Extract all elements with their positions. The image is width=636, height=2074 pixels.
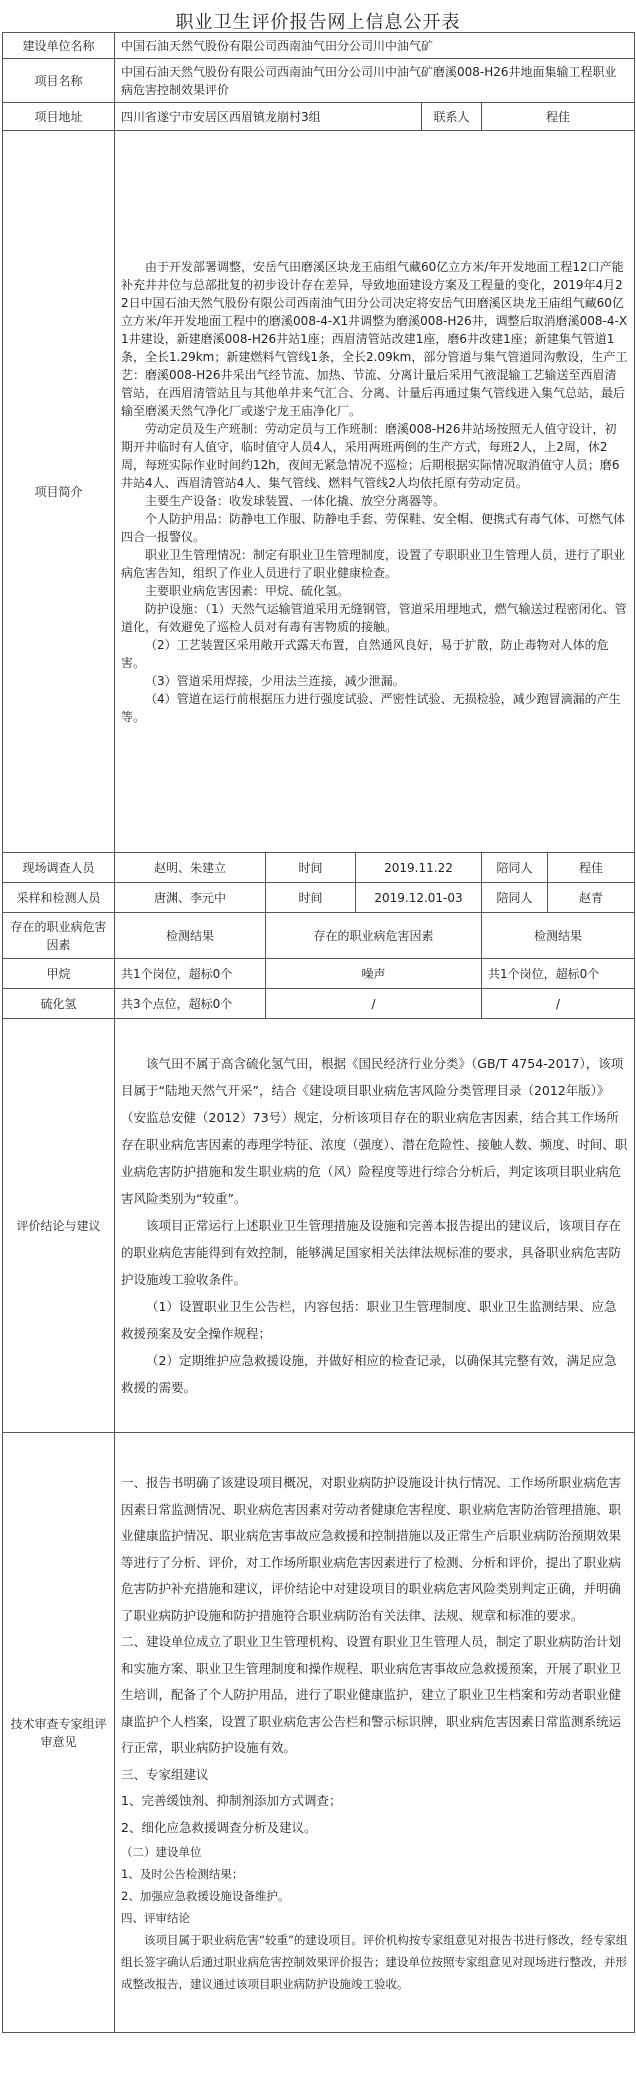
info-table (2, 32, 635, 2033)
page-title: 职业卫生评价报告网上信息公开表 (175, 12, 461, 33)
intro-paragraph: 劳动定员及生产班制：劳动定员与工作班制：磨溪008-H26井站场按照无人值守设计，初期开井临时有人值守，临时值守人员4人，采用两班两倒的生产方式，每班2人，上2周，休2周，每班实际作业时间约12h，夜间无紧急情况不巡检；后期根据实际情况取消值守人员；磨6井站4人、西眉清管站4人、集气管线、燃料气管线2人均依托原有劳动定员。 (121, 421, 620, 490)
expert-label: 技术审查专家组评审意见 (3, 1433, 115, 2033)
intro-paragraph: （3）管道采用焊接，少用法兰连接，减少泄漏。 (145, 673, 405, 688)
project-value: 中国石油天然气股份有限公司西南油气田分公司川中油气矿磨溪008-H26井地面集输工程职业病危害控制效果评价 (115, 59, 635, 103)
hazard-header-factor: 存在的职业病危害因素 (3, 913, 115, 959)
intro-paragraph: （2）工艺装置区采用敞开式露天布置，自然通风良好，易于扩散，防止毒物对人体的危害。 (121, 637, 609, 670)
intro-label: 项目简介 (3, 131, 115, 853)
hazard-empty-factor: / (266, 989, 482, 1019)
survey-label: 现场调查人员 (3, 853, 115, 883)
evaluation-content (115, 1019, 635, 1433)
expert-paragraph: 一、报告书明确了该建设项目概况，对职业病防护设施设计执行情况、工作场所职业病危害因素日常监测情况、职业病危害因素对劳动者健康危害程度、职业病危害防治管理措施、职业健康监护情况、职业病危害事故应急救援和控制措施以及正常生产后职业病防治预期效果等进行了分析、评价，对工作场所职业病危害因素进行了检测、分析和评价，提出了职业病危害防护补充措施和建议，评价结论中对建设项目的职业病危害风险类别判定正确，并明确了职业病防护设施和防护措施符合职业病防治有关法律、法规、规章和标准的要求。 (121, 1475, 622, 1623)
hazard-empty-result: / (482, 989, 635, 1019)
intro-paragraph: 主要职业病危害因素：甲烷、硫化氢。 (145, 583, 350, 598)
expert-paragraph: （二）建设单位 (121, 1845, 202, 1859)
survey-accompany-label: 陪同人 (482, 853, 548, 883)
project-label: 项目名称 (3, 59, 115, 103)
sample-time: 2019.12.01-03 (356, 883, 482, 913)
sample-people: 唐渊、李元中 (115, 883, 266, 913)
expert-paragraph: 二、建设单位成立了职业卫生管理机构、设置有职业卫生管理人员，制定了职业病防治计划和实施方案、职业卫生管理制度和操作规程、职业病危害事故应急救援预案，开展了职业卫生培训，配备了个人防护用品，进行了职业健康监护，建立了职业卫生档案和劳动者职业健康监护个人档案，设置了职业病危害公告栏和警示标识牌，职业病危害因素日常监测系统运行正常，职业病防护设施有效。 (121, 1634, 622, 1755)
sample-accompany: 赵青 (548, 883, 635, 913)
intro-paragraph: 主要生产设备：收发球装置、一体化撬、放空分离器等。 (145, 493, 446, 508)
hazard-methane: 甲烷 (3, 959, 115, 989)
survey-accompany: 程佳 (548, 853, 635, 883)
hazard-noise-result: 共1个岗位，超标0个 (482, 959, 635, 989)
address-label: 项目地址 (3, 103, 115, 131)
intro-paragraph: 由于开发部署调整，安岳气田磨溪区块龙王庙组气藏60亿立方米/年开发地面工程12口产能补充井井位与总部批复的初步设计存在差异，导致地面建设方案及工程量的变化，2019年4月22日中国石油天然气股份有限公司西南油气田分公司决定将安岳气田磨溪区块龙王庙组气藏60亿立方米/年开发地面工程中的磨溪008-4-X1井调整为磨溪008-H26井，调整后取消磨溪008-4-X1井建设，新建磨溪008-H26井站1座；西眉清管站改建1座，磨6井改建1座；新建集气管道1条，全长1.29km；新建燃料气管线1条，全长2.09km，部分管道与集气管道同沟敷设，生产工艺：磨溪008-H26井采出气经节流、加热、节流、分离计量后采用气液混输工艺输送至西眉清管站，在西眉清管站且与其他单井来气汇合、分离、计量后再通过集气管线进入集气总站，最后输至磨溪天然气净化厂或遂宁龙王庙净化厂。 (121, 259, 628, 418)
evaluation-paragraph: 该项目正常运行上述职业卫生管理措施及设施和完善本报告提出的建议后，该项目存在的职业病危害能得到有效控制，能够满足国家相关法律法规标准的要求，具备职业病危害防护设施竣工验收条件。 (121, 1218, 622, 1287)
contact-label: 联系人 (422, 103, 482, 131)
contact-value: 程佳 (482, 103, 635, 131)
hazard-h2s-result: 共3个点位，超标0个 (115, 989, 266, 1019)
hazard-h2s: 硫化氢 (3, 989, 115, 1019)
hazard-header-result-2: 检测结果 (482, 913, 635, 959)
expert-paragraph: 三、专家组建议 (121, 1766, 209, 1782)
sample-label: 采样和检测人员 (3, 883, 115, 913)
expert-paragraph: 该项目属于职业病危害“较重”的建设项目。评价机构按专家组意见对报告书进行修改，经专家组组长签字确认后通过职业病危害控制效果评价报告；建设单位按照专家组意见对现场进行整改，并形成整改报告，建议通过该项目职业病防护设施竣工验收。 (121, 1933, 628, 1991)
sample-time-label: 时间 (266, 883, 356, 913)
address-value: 四川省遂宁市安居区西眉镇龙崩村3组 (115, 103, 422, 131)
survey-time-label: 时间 (266, 853, 356, 883)
hazard-methane-result: 共1个岗位，超标0个 (115, 959, 266, 989)
unit-value: 中国石油天然气股份有限公司西南油气田分公司川中油气矿 (115, 33, 635, 59)
expert-content (115, 1433, 635, 2033)
hazard-header-result: 检测结果 (115, 913, 266, 959)
survey-people: 赵明、朱建立 (115, 853, 266, 883)
expert-paragraph: 四、评审结论 (121, 1911, 190, 1925)
evaluation-paragraph: （2）定期维护应急救援设施，并做好相应的检查记录，以确保其完整有效，满足应急救援的需要。 (121, 1353, 617, 1395)
evaluation-label: 评价结论与建议 (3, 1019, 115, 1433)
intro-paragraph: （4）管道在运行前根据压力进行强度试验、严密性试验、无损检验，减少跑冒滴漏的产生等。 (121, 691, 621, 724)
unit-label: 建设单位名称 (3, 33, 115, 59)
intro-paragraph: 防护设施：（1）天然气运输管道采用无缝钢管，管道采用埋地式，燃气输送过程密闭化、管道化，有效避免了巡检人员对有毒有害物质的接触。 (121, 601, 627, 634)
evaluation-paragraph: （1）设置职业卫生公告栏，内容包括：职业卫生管理制度、职业卫生监测结果、应急救援预案及安全操作规程； (121, 1299, 617, 1341)
evaluation-paragraph: 该气田不属于高含硫化氢气田，根据《国民经济行业分类》（GB/T 4754-2017），该项目属于“陆地天然气开采”，结合《建设项目职业病危害风险分类管理目录（2012年版）》（安监总安健（2012）73号）规定，分析该项目存在的职业病危害因素，结合其工作场所存在职业病危害因素的毒理学特征、浓度（强度）、潜在危险性、接触人数、频度、时间、职业病危害防护措施和发生职业病的危（风）险程度等进行综合分析后，判定该项目职业病危害风险类别为“较重”。 (121, 1056, 628, 1206)
expert-paragraph: 1、及时公告检测结果； (121, 1867, 244, 1881)
expert-paragraph: 2、加强应急救援设施设备维护。 (121, 1889, 290, 1903)
intro-paragraph: 个人防护用品：防静电工作服、防静电手套、劳保鞋、安全帽、便携式有毒气体、可燃气体四合一报警仪。 (121, 511, 626, 544)
expert-paragraph: 1、完善缓蚀剂、抑制剂添加方式调查； (121, 1793, 342, 1808)
survey-time: 2019.11.22 (356, 853, 482, 883)
expert-paragraph: 2、细化应急救援调查分析及建议。 (121, 1819, 317, 1835)
intro-paragraph: 职业卫生管理情况：制定有职业卫生管理制度，设置了专职职业卫生管理人员，进行了职业病危害告知，组织了作业人员进行了职业健康检查。 (121, 547, 626, 580)
intro-content (115, 131, 635, 853)
hazard-noise: 噪声 (266, 959, 482, 989)
sample-accompany-label: 陪同人 (482, 883, 548, 913)
hazard-header-factor-2: 存在的职业病危害因素 (266, 913, 482, 959)
